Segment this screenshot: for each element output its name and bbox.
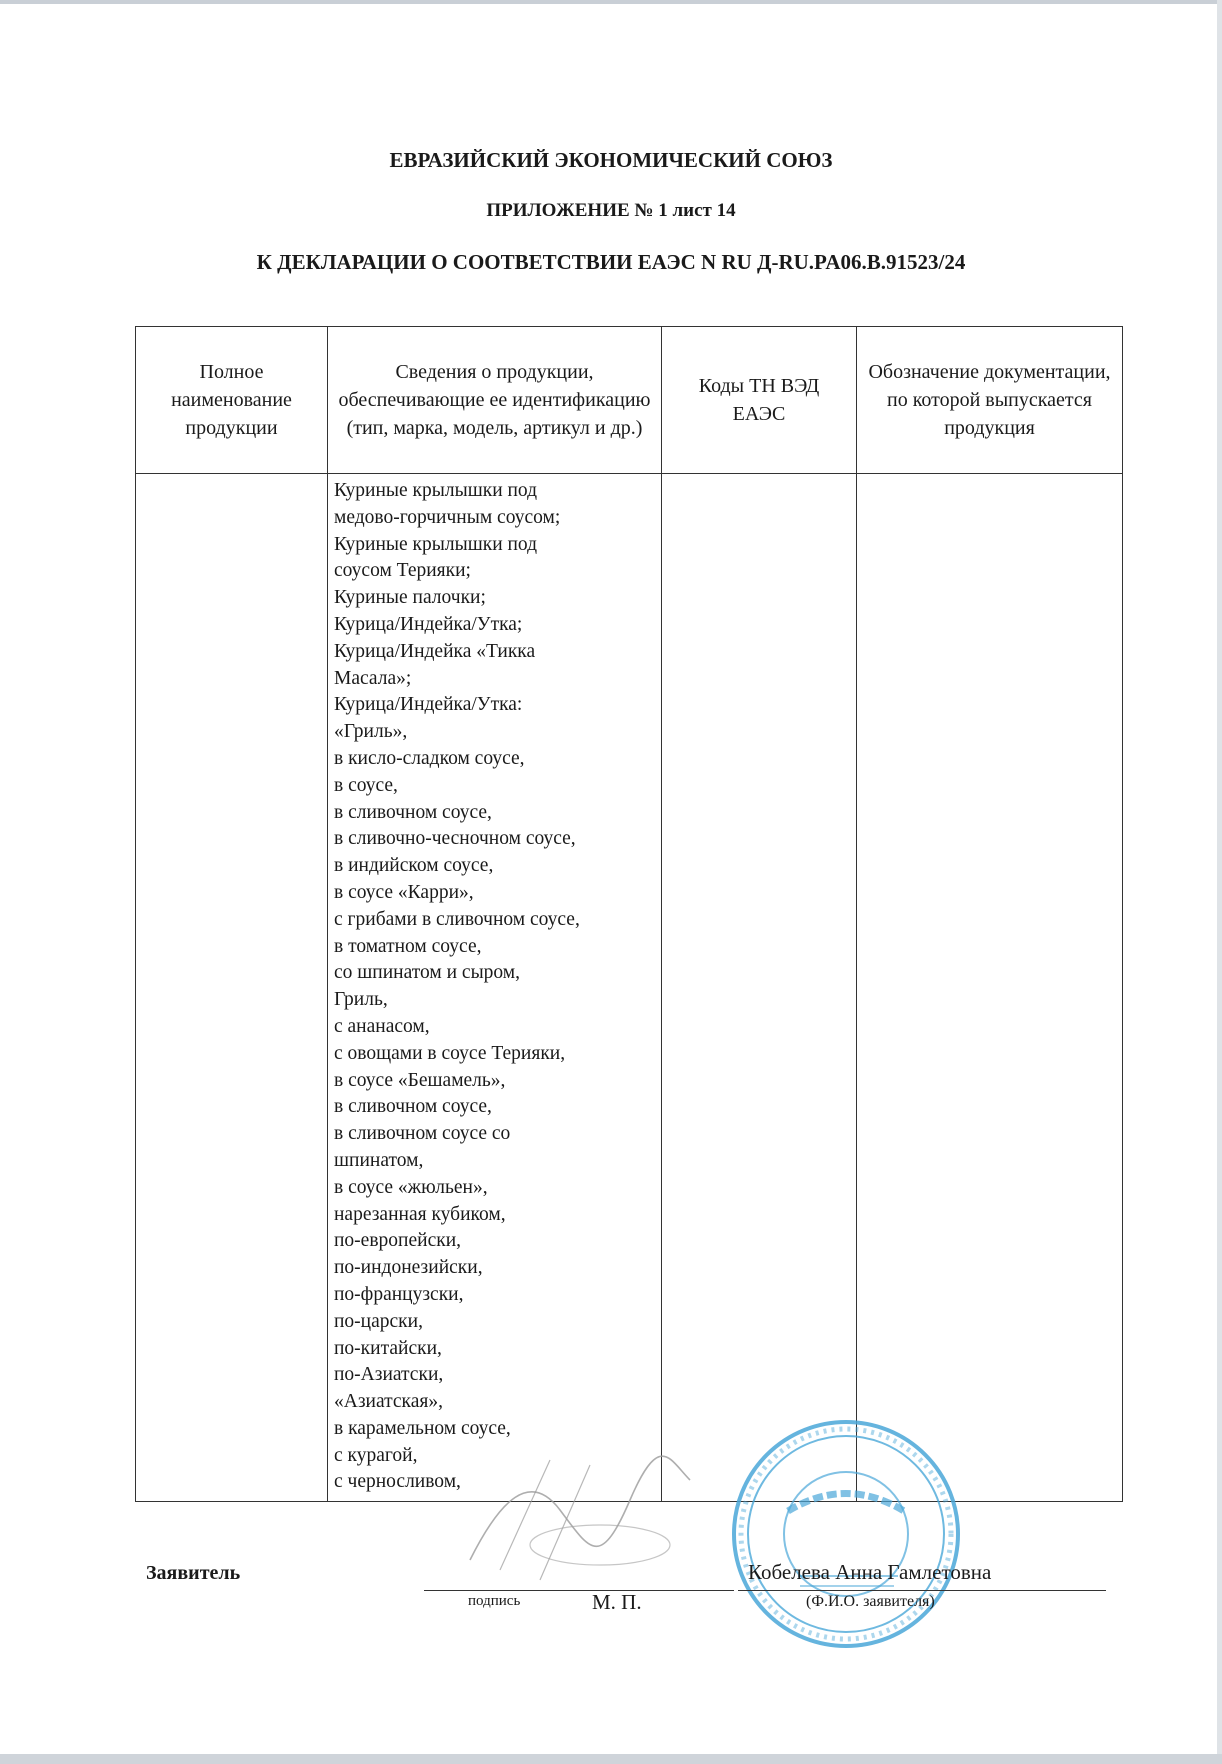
- list-item: в соусе,: [334, 774, 398, 796]
- list-item: соусом Терияки;: [334, 560, 471, 582]
- list-item: Курица/Индейка «Тикка: [334, 640, 536, 662]
- table-row: [136, 474, 1123, 1502]
- list-item: по-французски,: [334, 1283, 464, 1305]
- list-item: в соусе «Бешамель»,: [334, 1069, 506, 1091]
- company-stamp: [728, 1416, 964, 1652]
- handwritten-signature: [440, 1440, 700, 1590]
- signature-line: [424, 1590, 734, 1591]
- product-info-list: [328, 474, 661, 1496]
- list-item: по-китайски,: [334, 1337, 442, 1359]
- list-item: в сливочном соусе,: [334, 801, 492, 823]
- signature-caption: подпись: [468, 1593, 521, 1609]
- list-item: Куриные крылышки под: [334, 533, 538, 555]
- list-item: «Азиатская»,: [334, 1391, 443, 1413]
- list-item: по-индонезийски,: [334, 1257, 483, 1279]
- column-header-full-name: Полное наименование продукции: [136, 327, 328, 474]
- list-item: в томатном соусе,: [334, 935, 482, 957]
- list-item: с овощами в соусе Терияки,: [334, 1042, 566, 1064]
- column-header-product-info: Сведения о продукции, обеспечивающие ее идентификацию (тип, марка, модель, артикул и др.): [328, 327, 662, 474]
- list-item: со шпинатом и сыром,: [334, 962, 521, 984]
- list-item: с грибами в сливочном соусе,: [334, 908, 580, 930]
- declaration-title: К ДЕКЛАРАЦИИ О СООТВЕТСТВИИ ЕАЭС N RU Д-RU.PA06.B.91523/24: [256, 250, 966, 274]
- list-item: в кисло-сладком соусе,: [334, 747, 525, 769]
- list-item: в сливочно-чесночном соусе,: [334, 828, 576, 850]
- cell-documentation: [857, 474, 1123, 1502]
- name-caption: (Ф.И.О. заявителя): [806, 1593, 935, 1610]
- list-item: шпинатом,: [334, 1149, 424, 1171]
- appendix-title: ПРИЛОЖЕНИЕ № 1 лист 14: [486, 200, 736, 221]
- scan-edge-top: [0, 0, 1222, 4]
- list-item: Гриль,: [334, 989, 388, 1011]
- list-item: в индийском соусе,: [334, 855, 494, 877]
- list-item: Курица/Индейка/Утка:: [334, 694, 523, 716]
- cell-tn-ved-codes: [662, 474, 857, 1502]
- list-item: «Гриль»,: [334, 721, 408, 743]
- list-item: по-Азиатски,: [334, 1364, 444, 1386]
- list-item: с курагой,: [334, 1444, 418, 1466]
- union-title: ЕВРАЗИЙСКИЙ ЭКОНОМИЧЕСКИЙ СОЮЗ: [389, 148, 833, 172]
- applicant-name: Кобелева Анна Гамлетовна: [748, 1560, 992, 1584]
- list-item: нарезанная кубиком,: [334, 1203, 506, 1225]
- list-item: в соусе «жюльен»,: [334, 1176, 488, 1198]
- stamp-place-label: М. П.: [592, 1590, 642, 1614]
- cell-full-name: [136, 474, 328, 1502]
- list-item: по-европейски,: [334, 1230, 462, 1252]
- column-header-tn-ved-codes: Коды ТН ВЭД ЕАЭС: [662, 327, 857, 474]
- list-item: с черносливом,: [334, 1471, 461, 1493]
- list-item: Масала»;: [334, 667, 412, 689]
- products-table: [135, 326, 1123, 1502]
- column-header-documentation: Обозначение документации, по которой выпускается продукция: [857, 327, 1123, 474]
- list-item: в карамельном соусе,: [334, 1417, 511, 1439]
- list-item: в сливочном соусе,: [334, 1096, 492, 1118]
- list-item: Куриные крылышки под: [334, 480, 538, 501]
- cell-product-info: [328, 474, 662, 1502]
- list-item: в соусе «Карри»,: [334, 881, 474, 903]
- name-line: [738, 1590, 1106, 1591]
- list-item: Куриные палочки;: [334, 587, 486, 609]
- list-item: с ананасом,: [334, 1015, 430, 1037]
- list-item: Курица/Индейка/Утка;: [334, 613, 523, 635]
- list-item: по-царски,: [334, 1310, 423, 1332]
- scan-edge-bottom: [0, 1754, 1222, 1764]
- table-header-row: [136, 327, 1123, 474]
- applicant-label: Заявитель: [146, 1562, 241, 1584]
- list-item: медово-горчичным соусом;: [334, 506, 561, 528]
- list-item: в сливочном соусе со: [334, 1123, 511, 1145]
